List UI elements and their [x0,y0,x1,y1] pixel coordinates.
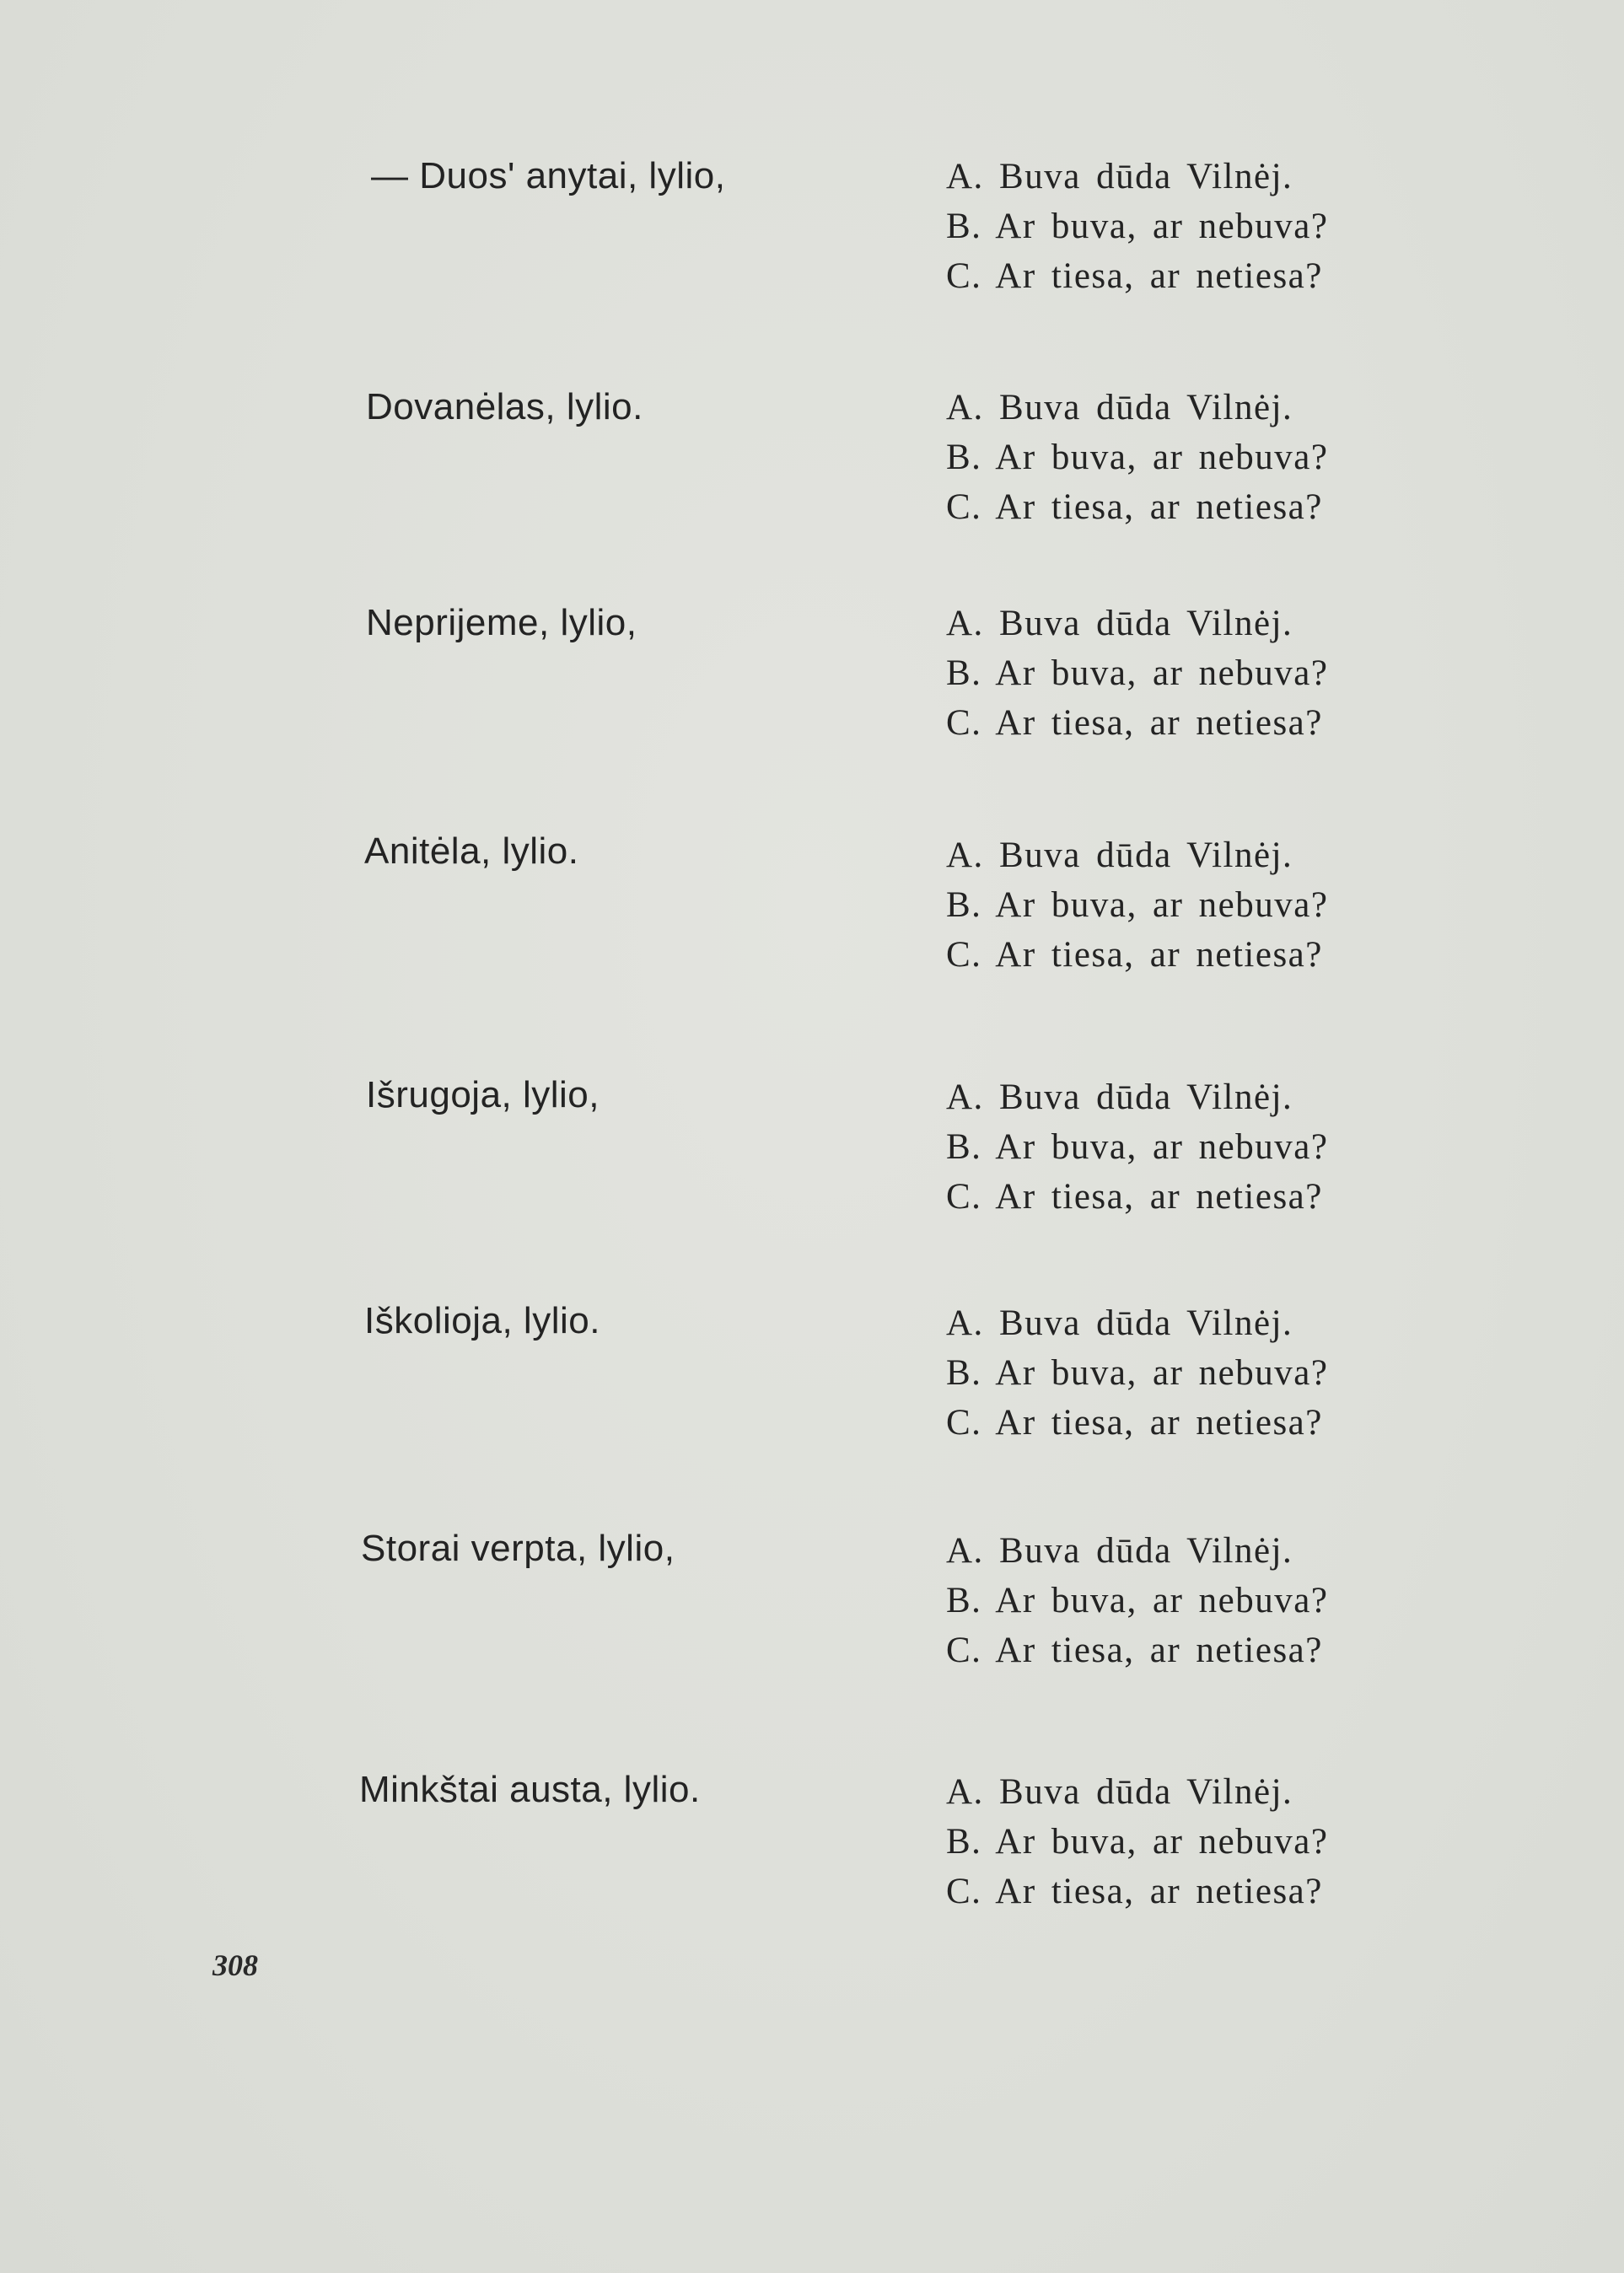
refrain [946,1298,1328,1448]
refrain-line-a: A. Buva dūda Vilnėj. [946,1077,1293,1117]
page-number: 308 [212,1948,258,1982]
refrain-line-c: C. Ar tiesa, ar netiesa? [946,1631,1323,1670]
refrain [946,383,1328,532]
refrain [946,1767,1328,1916]
refrain-line-a: A. Buva dūda Vilnėj. [946,836,1293,875]
stanza-5 [0,1072,1624,1224]
refrain-line-c: C. Ar tiesa, ar netiesa? [946,1872,1323,1911]
stanza-line: Išrugoja, lylio, [366,1074,600,1115]
refrain-line-b: B. Ar buva, ar nebuva? [946,1127,1329,1167]
refrain-line-a: A. Buva dūda Vilnėj. [946,1531,1293,1571]
stanza-line: Iškolioja, lylio. [364,1300,600,1341]
refrain-line-b: B. Ar buva, ar nebuva? [946,438,1329,477]
refrain [946,152,1328,301]
refrain-line-a: A. Buva dūda Vilnėj. [946,1303,1293,1343]
refrain-line-a: A. Buva dūda Vilnėj. [946,157,1293,196]
refrain-line-b: B. Ar buva, ar nebuva? [946,1822,1329,1862]
refrain-line-b: B. Ar buva, ar nebuva? [946,207,1329,246]
refrain-line-c: C. Ar tiesa, ar netiesa? [946,1177,1323,1217]
refrain [946,1072,1328,1222]
stanza-4 [0,830,1624,982]
stanza-line: — Duos' anytai, lylio, [371,155,726,196]
stanza-3 [0,599,1624,750]
refrain-line-a: A. Buva dūda Vilnėj. [946,604,1293,643]
refrain-line-c: C. Ar tiesa, ar netiesa? [946,256,1323,296]
refrain [946,830,1328,980]
refrain-line-c: C. Ar tiesa, ar netiesa? [946,703,1323,743]
stanza-line: Storai verpta, lylio, [361,1528,675,1569]
refrain-line-b: B. Ar buva, ar nebuva? [946,885,1329,925]
refrain-line-c: C. Ar tiesa, ar netiesa? [946,487,1323,527]
refrain-line-a: A. Buva dūda Vilnėj. [946,388,1293,427]
stanza-8 [0,1767,1624,1919]
refrain-line-c: C. Ar tiesa, ar netiesa? [946,1403,1323,1443]
refrain [946,599,1328,748]
stanza-2 [0,379,1624,531]
refrain-line-b: B. Ar buva, ar nebuva? [946,653,1329,693]
stanza-6 [0,1298,1624,1450]
stanza-line: Dovanėlas, lylio. [366,386,643,427]
stanza-7 [0,1526,1624,1678]
stanza-line: Minkštai austa, lylio. [359,1769,701,1810]
refrain-line-a: A. Buva dūda Vilnėj. [946,1772,1293,1812]
refrain [946,1526,1328,1675]
refrain-line-c: C. Ar tiesa, ar netiesa? [946,935,1323,975]
stanza-line: Neprijeme, lylio, [366,602,637,643]
stanza-line: Anitėla, lylio. [364,830,579,872]
refrain-line-b: B. Ar buva, ar nebuva? [946,1581,1329,1620]
stanza-1 [0,152,1624,304]
refrain-line-b: B. Ar buva, ar nebuva? [946,1353,1329,1393]
